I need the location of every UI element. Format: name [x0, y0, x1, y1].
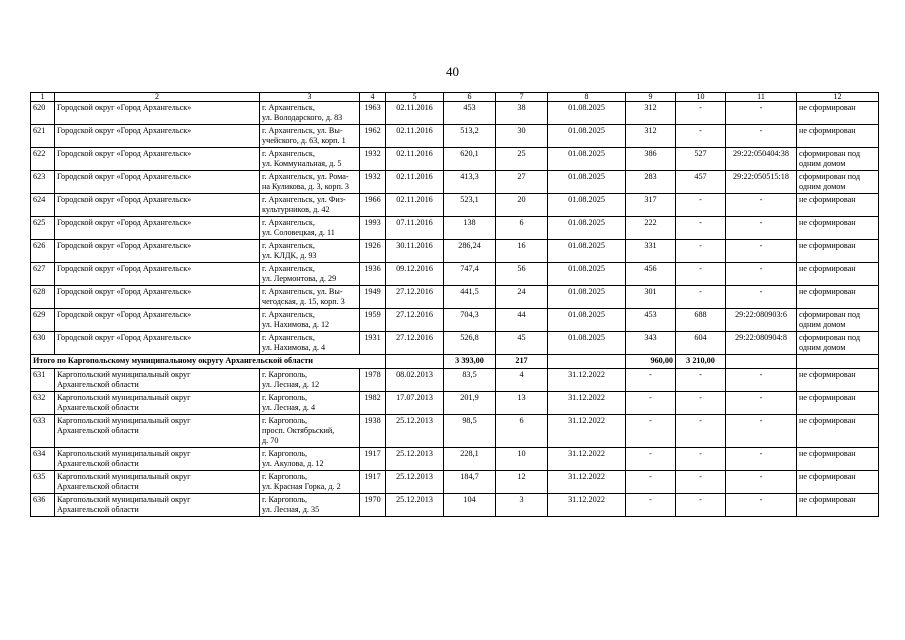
- column-header-9: 9: [626, 93, 676, 102]
- address-cell: г. Архангельск, ул. Вы- чегодская, д. 15, корп. 3: [260, 286, 360, 309]
- year-built-cell: 1970: [360, 494, 386, 517]
- recognition-date-cell: 27.12.2016: [386, 332, 444, 355]
- planned-date-cell: 01.08.2025: [548, 286, 626, 309]
- planned-date-cell: 01.08.2025: [548, 194, 626, 217]
- plot-area-cell: -: [676, 102, 726, 125]
- municipality-cell: Городской округ «Город Архангельск»: [55, 286, 260, 309]
- residents-cell: 12: [496, 471, 548, 494]
- residents-cell: 4: [496, 369, 548, 392]
- land-area-cell: 283: [626, 171, 676, 194]
- column-header-4: 4: [360, 93, 386, 102]
- total-empty-5: [386, 355, 444, 369]
- address-cell: г. Каргополь, ул. Красная Горка, д. 2: [260, 471, 360, 494]
- year-built-cell: 1932: [360, 148, 386, 171]
- plot-area-cell: -: [676, 415, 726, 448]
- planned-date-cell: 31.12.2022: [548, 471, 626, 494]
- plot-status-cell: не сформирован: [797, 263, 879, 286]
- land-area-cell: 222: [626, 217, 676, 240]
- residents-cell: 3: [496, 494, 548, 517]
- column-number-row: [31, 93, 879, 102]
- table-row: [31, 263, 879, 286]
- row-number: 620: [31, 102, 55, 125]
- municipality-cell: Городской округ «Город Архангельск»: [55, 148, 260, 171]
- plot-status-cell: сформирован под одним домом: [797, 148, 879, 171]
- municipality-cell: Городской округ «Город Архангельск»: [55, 194, 260, 217]
- cadastral-number-cell: -: [726, 369, 797, 392]
- land-area-cell: 456: [626, 263, 676, 286]
- plot-area-cell: 604: [676, 332, 726, 355]
- recognition-date-cell: 02.11.2016: [386, 125, 444, 148]
- planned-date-cell: 31.12.2022: [548, 494, 626, 517]
- residents-cell: 30: [496, 125, 548, 148]
- table-row: [31, 415, 879, 448]
- planned-date-cell: 01.08.2025: [548, 102, 626, 125]
- planned-date-cell: 01.08.2025: [548, 309, 626, 332]
- planned-date-cell: 01.08.2025: [548, 332, 626, 355]
- plot-status-cell: сформирован под одним домом: [797, 171, 879, 194]
- row-number: 626: [31, 240, 55, 263]
- land-area-cell: -: [626, 471, 676, 494]
- cadastral-number-cell: 29:22:080903:6: [726, 309, 797, 332]
- table-row: [31, 240, 879, 263]
- address-cell: г. Архангельск, ул. Физ- культурников, д. 42: [260, 194, 360, 217]
- address-cell: г. Каргополь, просп. Октябрьский, д. 70: [260, 415, 360, 448]
- area-cell: 104: [444, 494, 496, 517]
- plot-status-cell: не сформирован: [797, 448, 879, 471]
- total-label: Итого по Каргопольскому муниципальному округу Архангельской области: [31, 355, 386, 369]
- plot-area-cell: -: [676, 240, 726, 263]
- table-row: [31, 194, 879, 217]
- table-row: [31, 309, 879, 332]
- plot-status-cell: не сформирован: [797, 286, 879, 309]
- land-area-cell: -: [626, 392, 676, 415]
- recognition-date-cell: 02.11.2016: [386, 102, 444, 125]
- plot-area-cell: 457: [676, 171, 726, 194]
- municipality-cell: Городской округ «Город Архангельск»: [55, 309, 260, 332]
- year-built-cell: 1949: [360, 286, 386, 309]
- column-header-8: 8: [548, 93, 626, 102]
- column-header-7: 7: [496, 93, 548, 102]
- recognition-date-cell: 02.11.2016: [386, 171, 444, 194]
- planned-date-cell: 01.08.2025: [548, 217, 626, 240]
- address-cell: г. Архангельск, ул. Нахимова, д. 4: [260, 332, 360, 355]
- residents-cell: 27: [496, 171, 548, 194]
- year-built-cell: 1932: [360, 171, 386, 194]
- plot-status-cell: не сформирован: [797, 194, 879, 217]
- year-built-cell: 1926: [360, 240, 386, 263]
- municipality-cell: Городской округ «Город Архангельск»: [55, 332, 260, 355]
- plot-area-cell: -: [676, 194, 726, 217]
- planned-date-cell: 31.12.2022: [548, 415, 626, 448]
- column-header-12: 12: [797, 93, 879, 102]
- cadastral-number-cell: -: [726, 471, 797, 494]
- municipality-cell: Городской округ «Город Архангельск»: [55, 217, 260, 240]
- table-row: [31, 217, 879, 240]
- cadastral-number-cell: -: [726, 102, 797, 125]
- year-built-cell: 1978: [360, 369, 386, 392]
- planned-date-cell: 31.12.2022: [548, 448, 626, 471]
- recognition-date-cell: 27.12.2016: [386, 286, 444, 309]
- planned-date-cell: 31.12.2022: [548, 392, 626, 415]
- total-plot-area: 3 210,00: [676, 355, 726, 369]
- row-number: 621: [31, 125, 55, 148]
- table-row: [31, 286, 879, 309]
- residents-cell: 6: [496, 415, 548, 448]
- plot-area-cell: -: [676, 217, 726, 240]
- area-cell: 228,1: [444, 448, 496, 471]
- row-number: 628: [31, 286, 55, 309]
- municipality-cell: Каргопольский муниципальный округ Архангельской области: [55, 494, 260, 517]
- page-number: 40: [446, 64, 459, 79]
- year-built-cell: 1936: [360, 263, 386, 286]
- land-area-cell: 312: [626, 125, 676, 148]
- address-cell: г. Архангельск, ул. Рома- на Куликова, д. 3, корп. 3: [260, 171, 360, 194]
- planned-date-cell: 01.08.2025: [548, 240, 626, 263]
- year-built-cell: 1938: [360, 415, 386, 448]
- plot-area-cell: -: [676, 494, 726, 517]
- planned-date-cell: 01.08.2025: [548, 148, 626, 171]
- table-row: [31, 494, 879, 517]
- municipality-cell: Городской округ «Город Архангельск»: [55, 263, 260, 286]
- area-cell: 286,24: [444, 240, 496, 263]
- plot-status-cell: не сформирован: [797, 494, 879, 517]
- municipality-cell: Городской округ «Город Архангельск»: [55, 171, 260, 194]
- cadastral-number-cell: 29:22:080904:8: [726, 332, 797, 355]
- recognition-date-cell: 25.12.2013: [386, 448, 444, 471]
- column-header-3: 3: [260, 93, 360, 102]
- land-area-cell: 386: [626, 148, 676, 171]
- plot-status-cell: не сформирован: [797, 369, 879, 392]
- column-header-2: 2: [55, 93, 260, 102]
- row-number: 634: [31, 448, 55, 471]
- plot-status-cell: сформирован под одним домом: [797, 309, 879, 332]
- residents-cell: 16: [496, 240, 548, 263]
- address-cell: г. Архангельск, ул. Лермонтова, д. 29: [260, 263, 360, 286]
- area-cell: 620,1: [444, 148, 496, 171]
- area-cell: 747,4: [444, 263, 496, 286]
- total-empty-12: [797, 355, 879, 369]
- address-cell: г. Архангельск, ул. Нахимова, д. 12: [260, 309, 360, 332]
- municipality-cell: Городской округ «Город Архангельск»: [55, 125, 260, 148]
- area-cell: 523,1: [444, 194, 496, 217]
- total-land-area: 960,00: [626, 355, 676, 369]
- area-cell: 184,7: [444, 471, 496, 494]
- residents-cell: 38: [496, 102, 548, 125]
- area-cell: 201,9: [444, 392, 496, 415]
- total-residents: 217: [496, 355, 548, 369]
- municipality-cell: Каргопольский муниципальный округ Архангельской области: [55, 415, 260, 448]
- column-header-6: 6: [444, 93, 496, 102]
- area-cell: 526,8: [444, 332, 496, 355]
- column-header-11: 11: [726, 93, 797, 102]
- cadastral-number-cell: -: [726, 494, 797, 517]
- recognition-date-cell: 30.11.2016: [386, 240, 444, 263]
- cadastral-number-cell: -: [726, 263, 797, 286]
- address-cell: г. Каргополь, ул. Лесная, д. 35: [260, 494, 360, 517]
- column-header-5: 5: [386, 93, 444, 102]
- row-number: 623: [31, 171, 55, 194]
- address-cell: г. Каргополь, ул. Акулова, д. 12: [260, 448, 360, 471]
- table-row: [31, 148, 879, 171]
- plot-area-cell: -: [676, 471, 726, 494]
- recognition-date-cell: 25.12.2013: [386, 471, 444, 494]
- year-built-cell: 1993: [360, 217, 386, 240]
- cadastral-number-cell: -: [726, 194, 797, 217]
- row-number: 633: [31, 415, 55, 448]
- address-cell: г. Архангельск, ул. Коммунальная, д. 5: [260, 148, 360, 171]
- cadastral-number-cell: 29:22:050404:38: [726, 148, 797, 171]
- row-number: 627: [31, 263, 55, 286]
- cadastral-number-cell: -: [726, 415, 797, 448]
- recognition-date-cell: 25.12.2013: [386, 494, 444, 517]
- plot-area-cell: 688: [676, 309, 726, 332]
- cadastral-number-cell: 29:22:050515:18: [726, 171, 797, 194]
- residents-cell: 44: [496, 309, 548, 332]
- year-built-cell: 1959: [360, 309, 386, 332]
- row-number: 635: [31, 471, 55, 494]
- recognition-date-cell: 09.12.2016: [386, 263, 444, 286]
- address-cell: г. Архангельск, ул. КЛДК, д. 93: [260, 240, 360, 263]
- cadastral-number-cell: -: [726, 217, 797, 240]
- residents-cell: 13: [496, 392, 548, 415]
- year-built-cell: 1982: [360, 392, 386, 415]
- land-area-cell: 317: [626, 194, 676, 217]
- total-row: [31, 355, 879, 369]
- municipality-cell: Городской округ «Город Архангельск»: [55, 240, 260, 263]
- planned-date-cell: 31.12.2022: [548, 369, 626, 392]
- residents-cell: 20: [496, 194, 548, 217]
- land-area-cell: -: [626, 494, 676, 517]
- cadastral-number-cell: -: [726, 240, 797, 263]
- residents-cell: 6: [496, 217, 548, 240]
- planned-date-cell: 01.08.2025: [548, 263, 626, 286]
- planned-date-cell: 01.08.2025: [548, 125, 626, 148]
- table-row: [31, 392, 879, 415]
- year-built-cell: 1963: [360, 102, 386, 125]
- row-number: 630: [31, 332, 55, 355]
- recognition-date-cell: 17.07.2013: [386, 392, 444, 415]
- municipality-cell: Каргопольский муниципальный округ Архангельской области: [55, 471, 260, 494]
- residents-cell: 45: [496, 332, 548, 355]
- area-cell: 98,5: [444, 415, 496, 448]
- planned-date-cell: 01.08.2025: [548, 171, 626, 194]
- table-row: [31, 102, 879, 125]
- table-row: [31, 448, 879, 471]
- residents-cell: 10: [496, 448, 548, 471]
- total-empty-11: [726, 355, 797, 369]
- plot-area-cell: -: [676, 392, 726, 415]
- residents-cell: 25: [496, 148, 548, 171]
- municipality-cell: Каргопольский муниципальный округ Архангельской области: [55, 448, 260, 471]
- address-cell: г. Архангельск, ул. Вы- учейского, д. 63, корп. 1: [260, 125, 360, 148]
- plot-area-cell: -: [676, 263, 726, 286]
- cadastral-number-cell: -: [726, 286, 797, 309]
- plot-status-cell: не сформирован: [797, 471, 879, 494]
- land-area-cell: -: [626, 369, 676, 392]
- recognition-date-cell: 25.12.2013: [386, 415, 444, 448]
- land-area-cell: 312: [626, 102, 676, 125]
- area-cell: 138: [444, 217, 496, 240]
- plot-status-cell: не сформирован: [797, 102, 879, 125]
- recognition-date-cell: 07.11.2016: [386, 217, 444, 240]
- row-number: 631: [31, 369, 55, 392]
- land-area-cell: 331: [626, 240, 676, 263]
- plot-status-cell: не сформирован: [797, 415, 879, 448]
- plot-status-cell: не сформирован: [797, 217, 879, 240]
- column-header-10: 10: [676, 93, 726, 102]
- area-cell: 704,3: [444, 309, 496, 332]
- area-cell: 441,5: [444, 286, 496, 309]
- year-built-cell: 1931: [360, 332, 386, 355]
- plot-area-cell: 527: [676, 148, 726, 171]
- address-cell: г. Архангельск, ул. Соловецкая, д. 11: [260, 217, 360, 240]
- municipality-cell: Городской округ «Город Архангельск»: [55, 102, 260, 125]
- total-empty-8: [548, 355, 626, 369]
- recognition-date-cell: 02.11.2016: [386, 194, 444, 217]
- municipality-cell: Каргопольский муниципальный округ Архангельской области: [55, 369, 260, 392]
- year-built-cell: 1917: [360, 471, 386, 494]
- year-built-cell: 1962: [360, 125, 386, 148]
- plot-area-cell: -: [676, 125, 726, 148]
- plot-area-cell: -: [676, 369, 726, 392]
- area-cell: 513,2: [444, 125, 496, 148]
- row-number: 622: [31, 148, 55, 171]
- land-area-cell: -: [626, 415, 676, 448]
- recognition-date-cell: 27.12.2016: [386, 309, 444, 332]
- land-area-cell: 343: [626, 332, 676, 355]
- year-built-cell: 1966: [360, 194, 386, 217]
- table-row: [31, 171, 879, 194]
- plot-status-cell: не сформирован: [797, 125, 879, 148]
- row-number: 624: [31, 194, 55, 217]
- residents-cell: 56: [496, 263, 548, 286]
- address-cell: г. Каргополь, ул. Лесная, д. 4: [260, 392, 360, 415]
- row-number: 632: [31, 392, 55, 415]
- year-built-cell: 1917: [360, 448, 386, 471]
- table-body: [31, 93, 879, 517]
- plot-status-cell: сформирован под одним домом: [797, 332, 879, 355]
- residents-cell: 24: [496, 286, 548, 309]
- plot-area-cell: -: [676, 448, 726, 471]
- row-number: 629: [31, 309, 55, 332]
- area-cell: 413,3: [444, 171, 496, 194]
- area-cell: 83,5: [444, 369, 496, 392]
- table-row: [31, 332, 879, 355]
- plot-status-cell: не сформирован: [797, 392, 879, 415]
- cadastral-number-cell: -: [726, 125, 797, 148]
- table-row: [31, 369, 879, 392]
- land-area-cell: -: [626, 448, 676, 471]
- table-row: [31, 471, 879, 494]
- total-area: 3 393,00: [444, 355, 496, 369]
- land-area-cell: 453: [626, 309, 676, 332]
- cadastral-number-cell: -: [726, 448, 797, 471]
- plot-status-cell: не сформирован: [797, 240, 879, 263]
- row-number: 625: [31, 217, 55, 240]
- housing-registry-table: [30, 92, 879, 517]
- recognition-date-cell: 02.11.2016: [386, 148, 444, 171]
- plot-area-cell: -: [676, 286, 726, 309]
- row-number: 636: [31, 494, 55, 517]
- cadastral-number-cell: -: [726, 392, 797, 415]
- recognition-date-cell: 08.02.2013: [386, 369, 444, 392]
- column-header-1: 1: [31, 93, 55, 102]
- address-cell: г. Архангельск, ул. Володарского, д. 83: [260, 102, 360, 125]
- municipality-cell: Каргопольский муниципальный округ Архангельской области: [55, 392, 260, 415]
- address-cell: г. Каргополь, ул. Лесная, д. 12: [260, 369, 360, 392]
- table-row: [31, 125, 879, 148]
- land-area-cell: 301: [626, 286, 676, 309]
- area-cell: 453: [444, 102, 496, 125]
